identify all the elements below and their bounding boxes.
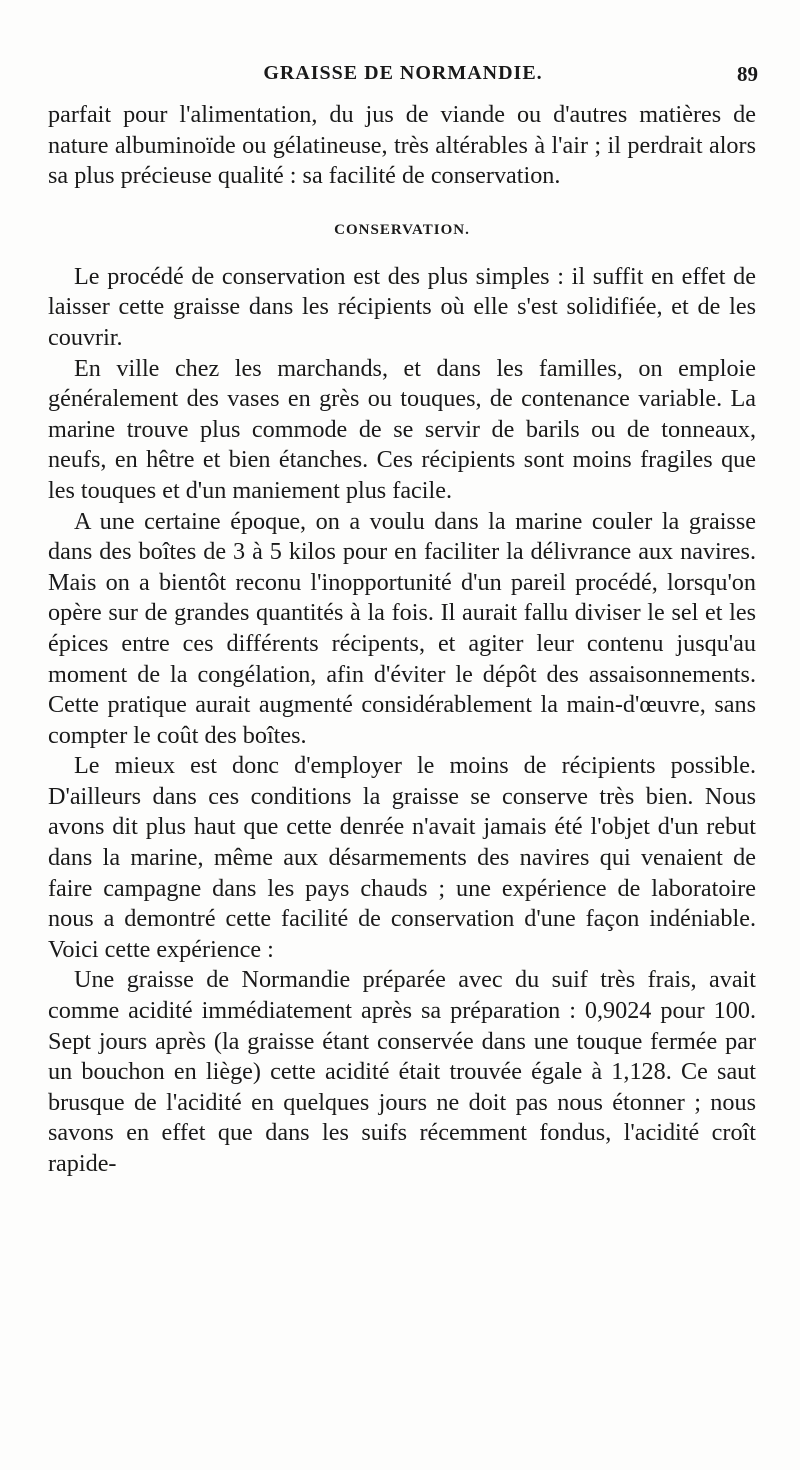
paragraph: Une graisse de Normandie préparée avec du suif très frais, avait comme acidité immédiatement après sa préparation : 0,9024 pour 100. Sept jours après (la graisse étant conservée dans une touque fermée par un bouchon en liège) cette acidité était trouvée égale à 1,128. Ce saut brusque de l'acidité en quelques jours ne doit pas nous étonner ; nous savons en effet que dans les suifs récemment fondus, l'acidité croît rapide- (48, 966, 756, 1177)
section-title: CONSERVATION. (334, 221, 470, 238)
paragraph: En ville chez les marchands, et dans les familles, on emploie généralement des vases en grès ou touques, de contenance variable. La marine trouve plus commode de se servir de barils ou de tonneaux, neufs, en hêtre et bien étanches. Ces récipients sont moins fragiles que les touques et d'un maniement plus facile. (48, 354, 756, 504)
paragraph-continuation: parfait pour l'alimentation, du jus de viande ou d'autres matières de nature albuminoïde ou gélatineuse, très altérables à l'air ; il perdrait alors sa plus précieuse qualité : sa facilité de conservation. (48, 101, 756, 190)
page-number: 89 (737, 62, 758, 86)
paragraph: A une certaine époque, on a voulu dans la marine couler la graisse dans des boîtes de 3 à 5 kilos pour en faciliter la délivrance aux navires. Mais on a bientôt reconu l'inopportunité d'un pareil procédé, lorsqu'on opère sur de grandes quantités à la fois. Il aurait fallu diviser le sel et les épices entre ces différents récipents, et agiter leur contenu jusqu'au moment de la congélation, afin d'éviter le dépôt des assaisonnements. Cette pratique aurait augmenté considérablement la main-d'œuvre, sans compter le coût des boîtes. (48, 507, 756, 749)
paragraph: Le procédé de conservation est des plus simples : il suffit en effet de laisser cette graisse dans les récipients où elle s'est solidifiée, et de les couvrir. (48, 262, 756, 351)
page-body (48, 100, 756, 1180)
page-header (48, 62, 758, 92)
paragraph: Le mieux est donc d'employer le moins de récipients possible. D'ailleurs dans ces conditions la graisse se conserve très bien. Nous avons dit plus haut que cette denrée n'avait jamais été l'objet d'un rebut dans la marine, même aux désarmements des navires qui venaient de faire campagne dans les pays chauds ; une expérience de laboratoire nous a demontré cette facilité de conservation d'une façon indéniable. Voici cette expérience : (48, 752, 756, 963)
running-head: GRAISSE DE NORMANDIE. (263, 62, 543, 84)
